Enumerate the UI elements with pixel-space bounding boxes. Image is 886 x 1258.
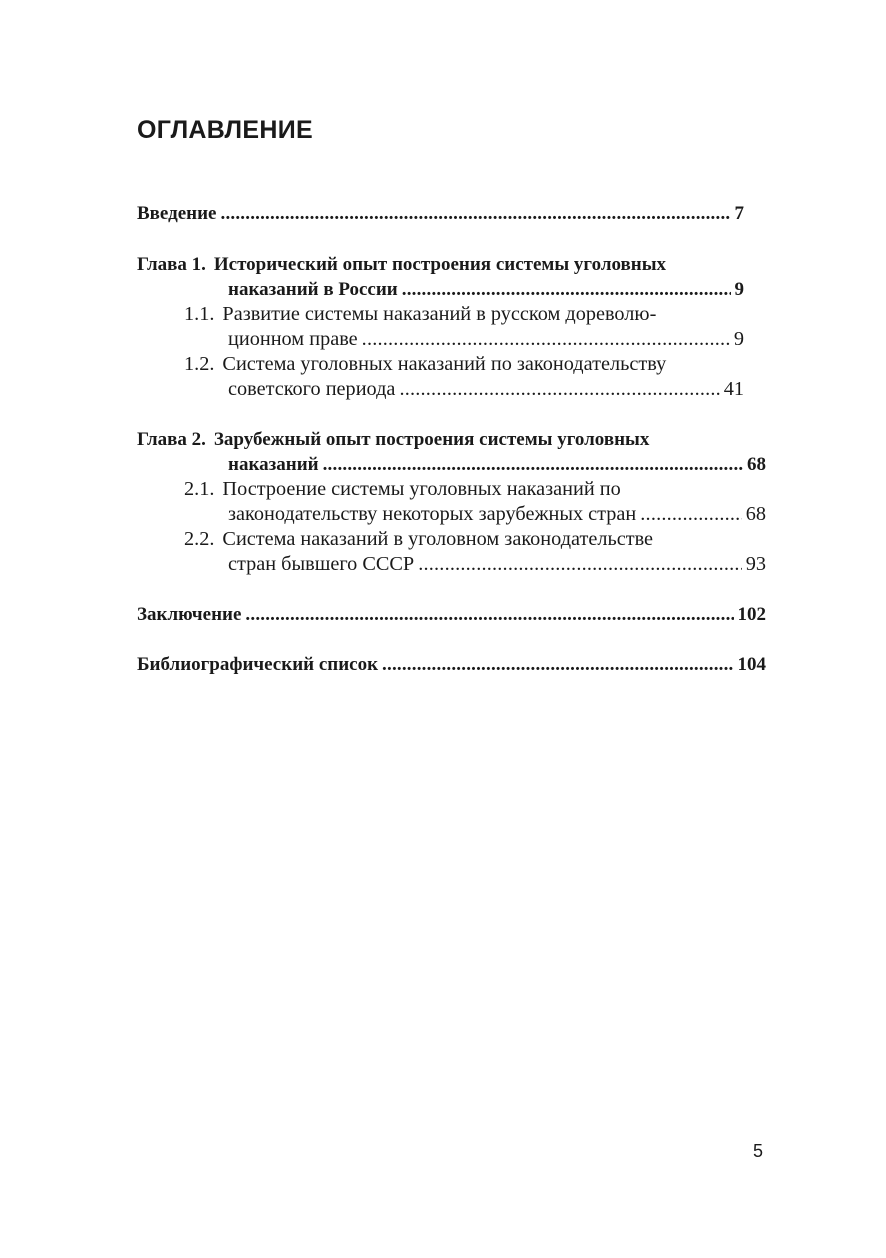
section-number: 2.1. [184, 478, 215, 500]
toc-entry-section-2-1[interactable] [228, 502, 766, 527]
section-title-line-1: Система наказаний в уголовном законодательстве [222, 528, 654, 550]
toc-entry-conclusion[interactable] [137, 602, 766, 627]
toc-entry-section-2-2[interactable] [228, 552, 766, 577]
toc-entry-label: Библиографический список [137, 654, 379, 675]
toc-entry-chapter-2[interactable] [228, 452, 766, 477]
toc-page-number: 102 [737, 604, 766, 625]
toc-entry-label: Введение [137, 203, 217, 224]
dot-leader [418, 552, 742, 577]
dot-leader [399, 377, 719, 402]
section-title-line-2: советского периода [228, 378, 396, 400]
dot-leader [362, 327, 730, 352]
toc-entry-chapter-1[interactable] [228, 277, 744, 302]
dot-leader [245, 602, 733, 627]
page-title: ОГЛАВЛЕНИЕ [137, 116, 313, 144]
chapter-number: Глава 1. [137, 254, 206, 275]
section-number: 1.2. [184, 353, 215, 375]
section-title-line-1: Система уголовных наказаний по законодательству [222, 353, 667, 375]
section-title-line-2: ционном праве [228, 328, 358, 350]
toc-page-number: 68 [745, 503, 766, 525]
toc-page-number: 104 [737, 654, 766, 675]
dot-leader [402, 277, 731, 302]
section-title-line-2: стран бывшего СССР [228, 553, 415, 575]
toc-chapter-1-heading[interactable] [137, 252, 666, 277]
toc-section-2-2-heading[interactable] [184, 527, 653, 552]
toc-page-number: 9 [733, 328, 744, 350]
toc-entry-label: Заключение [137, 604, 242, 625]
toc-page-number: 93 [745, 553, 766, 575]
section-title-line-1: Построение системы уголовных наказаний по [222, 478, 621, 500]
dot-leader [382, 652, 733, 677]
chapter-title-line-2: наказаний в России [228, 279, 398, 300]
table-of-contents [137, 0, 767, 700]
toc-page-number: 68 [747, 454, 766, 475]
chapter-title-line-1: Исторический опыт построения системы уголовных [213, 254, 667, 275]
toc-page-number: 41 [723, 378, 744, 400]
toc-page-number: 7 [734, 203, 744, 224]
page-number: 5 [753, 1141, 764, 1161]
toc-entry-section-1-1[interactable] [228, 327, 744, 352]
toc-section-2-1-heading[interactable] [184, 477, 621, 502]
section-number: 1.1. [184, 303, 215, 325]
toc-chapter-2-heading[interactable] [137, 427, 649, 452]
toc-entry-section-1-2[interactable] [228, 377, 744, 402]
dot-leader [221, 201, 731, 226]
section-title-line-1: Развитие системы наказаний в русском дореволю- [222, 303, 657, 325]
dot-leader [323, 452, 743, 477]
section-number: 2.2. [184, 528, 215, 550]
toc-section-1-2-heading[interactable] [184, 352, 666, 377]
chapter-title-line-1: Зарубежный опыт построения системы уголовных [213, 429, 650, 450]
toc-page-number: 9 [734, 279, 744, 300]
toc-section-1-1-heading[interactable] [184, 302, 656, 327]
chapter-number: Глава 2. [137, 429, 206, 450]
toc-entry-intro[interactable] [137, 201, 744, 226]
toc-entry-bibliography[interactable] [137, 652, 766, 677]
section-title-line-2: законодательству некоторых зарубежных стран [228, 503, 637, 525]
dot-leader [640, 502, 741, 527]
chapter-title-line-2: наказаний [228, 454, 319, 475]
